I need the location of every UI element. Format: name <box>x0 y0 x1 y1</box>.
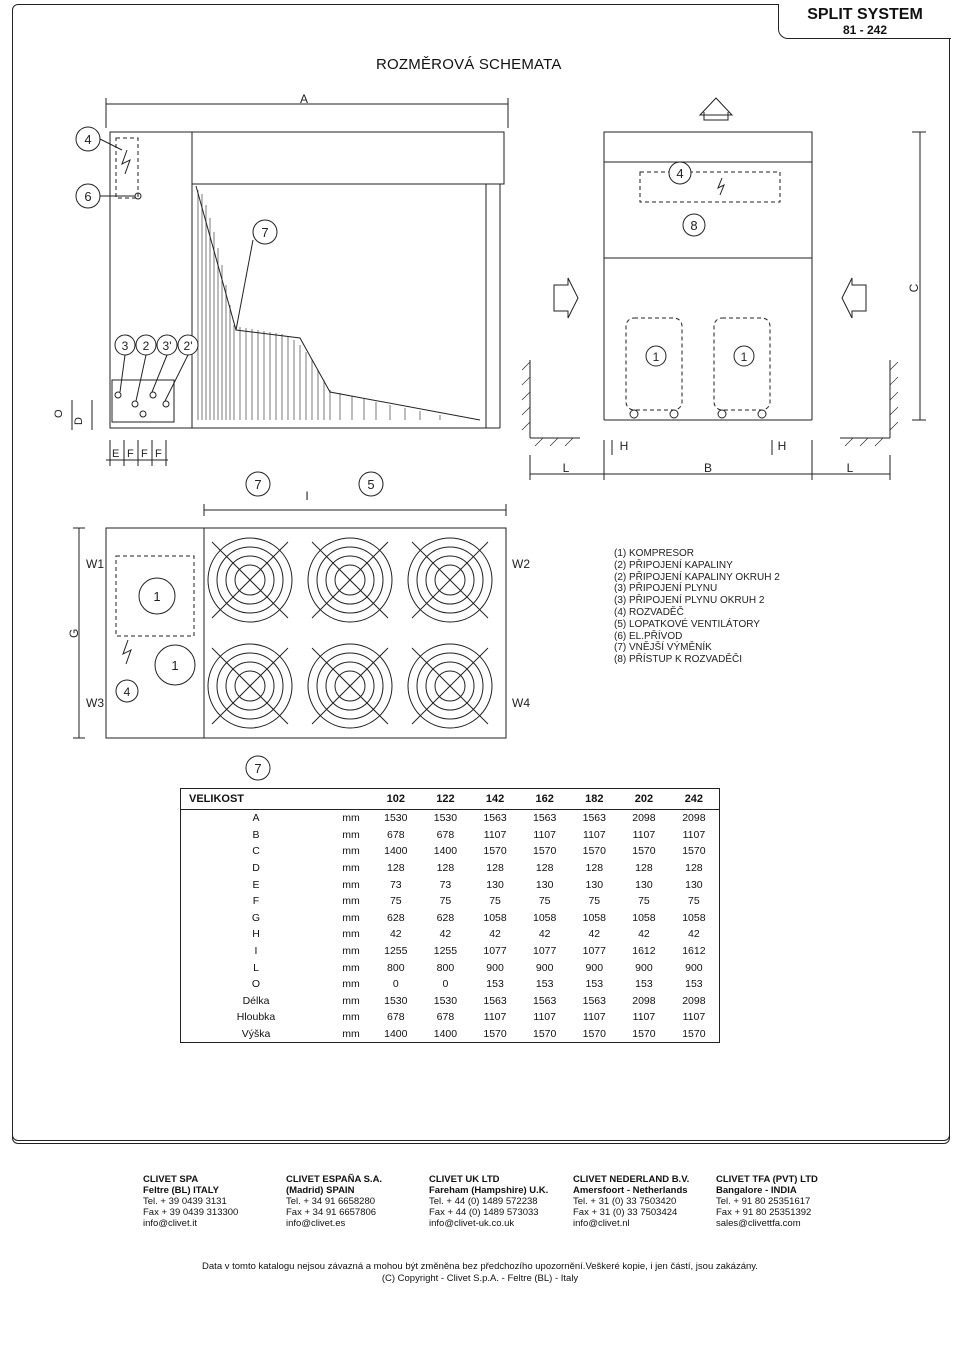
table-cell: 153 <box>486 978 504 991</box>
table-row <box>181 1009 720 1026</box>
series-title: SPLIT SYSTEM <box>807 6 923 23</box>
table-cell: 2098 <box>632 812 656 825</box>
table-cell: 73 <box>389 878 402 891</box>
table-cell: 1563 <box>533 812 557 825</box>
table-cell: 75 <box>439 895 452 908</box>
table-cell: 75 <box>389 895 402 908</box>
table-cell: 1570 <box>483 1028 507 1041</box>
table-cell: 128 <box>685 862 703 875</box>
table-cell: 75 <box>688 895 700 908</box>
legend-item: (3) PŘIPOJENÍ PLYNU OKRUH 2 <box>614 595 765 607</box>
table-cell: 73 <box>439 878 452 891</box>
row-unit: mm <box>342 812 360 825</box>
callout-8: 8 <box>690 218 698 233</box>
table-cell: 628 <box>436 911 455 924</box>
contact-company: CLIVET TFA (PVT) LTD <box>716 1174 818 1185</box>
contact-email[interactable]: info@clivet.it <box>143 1218 197 1229</box>
dim-label-i: I <box>305 489 309 503</box>
table-cell: 130 <box>486 878 504 891</box>
contact-fax: Fax + 39 0439 313300 <box>143 1207 239 1218</box>
row-unit: mm <box>342 961 360 974</box>
dim-label-w3: W3 <box>86 696 104 710</box>
row-unit: mm <box>342 994 360 1007</box>
table-cell: 1107 <box>483 828 507 841</box>
row-label: L <box>253 961 259 974</box>
contact-uk <box>429 1174 569 1229</box>
dim-label-w4: W4 <box>512 696 530 710</box>
legend-item: (7) VNĚJŠÍ VÝMĚNÍK <box>614 642 712 654</box>
table-cell: 75 <box>638 895 650 908</box>
dim-label-w1: W1 <box>86 557 104 571</box>
table-cell: 628 <box>387 911 405 924</box>
table-header-size: 162 <box>520 789 570 810</box>
table-cell: 130 <box>685 878 703 891</box>
table-cell: 1570 <box>533 1028 557 1041</box>
contact-netherlands <box>573 1174 713 1229</box>
table-cell: 900 <box>535 961 554 974</box>
table-cell: 1400 <box>433 1028 458 1041</box>
contact-tel: Tel. + 91 80 25351617 <box>716 1196 811 1207</box>
row-label: B <box>252 828 260 841</box>
row-label: Délka <box>242 994 270 1007</box>
table-body <box>181 810 720 1043</box>
table-cell: 153 <box>685 978 703 991</box>
table-cell: 75 <box>538 895 551 908</box>
table-cell: 153 <box>535 978 554 991</box>
contact-india <box>716 1174 856 1229</box>
callout-6: 6 <box>84 189 92 204</box>
table-cell: 800 <box>387 961 405 974</box>
callout-1-top-a: 1 <box>153 589 161 604</box>
table-row <box>181 993 720 1010</box>
table-cell: 1107 <box>632 828 656 841</box>
row-label: O <box>251 978 261 991</box>
table-cell: 130 <box>635 878 653 891</box>
callout-3p: 3' <box>162 339 172 353</box>
dim-label-e: E <box>112 448 120 460</box>
table-cell: 1612 <box>632 945 656 958</box>
contact-city: Fareham (Hampshire) U.K. <box>429 1185 549 1196</box>
table-cell: 42 <box>688 928 700 941</box>
table-cell: 42 <box>389 928 402 941</box>
table-cell: 1058 <box>483 911 507 924</box>
table-cell: 900 <box>635 961 653 974</box>
table-cell: 128 <box>387 862 405 875</box>
dim-label-f2: F <box>141 448 148 460</box>
table-cell: 75 <box>588 895 601 908</box>
table-row <box>181 910 720 927</box>
table-header-row <box>181 789 720 810</box>
contact-tel: Tel. + 39 0439 3131 <box>143 1196 227 1207</box>
table-cell: 1530 <box>384 994 408 1007</box>
contact-tel: Tel. + 31 (0) 33 7503420 <box>573 1196 677 1207</box>
dim-label-g: G <box>67 628 81 638</box>
row-label: C <box>252 845 260 858</box>
dim-label-f1: F <box>127 448 134 460</box>
table-cell: 1400 <box>384 845 408 858</box>
callout-4-front: 4 <box>676 166 684 181</box>
table-cell: 1077 <box>483 945 507 958</box>
row-unit: mm <box>342 828 360 841</box>
table-row <box>181 976 720 993</box>
table-cell: 1563 <box>483 994 507 1007</box>
table-cell: 1077 <box>533 945 557 958</box>
table-cell: 1570 <box>682 845 706 858</box>
contact-city: (Madrid) SPAIN <box>286 1185 355 1196</box>
table-cell: 42 <box>588 928 601 941</box>
table-header-size: 142 <box>470 789 520 810</box>
table-cell: 1570 <box>582 1028 606 1041</box>
table-cell: 153 <box>635 978 653 991</box>
dim-label-b: B <box>703 461 713 475</box>
table-cell: 2098 <box>682 994 706 1007</box>
table-cell: 1570 <box>582 845 606 858</box>
table-row <box>181 926 720 943</box>
dim-label-h2: H <box>777 439 787 453</box>
table-cell: 130 <box>535 878 554 891</box>
row-label: E <box>252 878 260 891</box>
table-cell: 800 <box>436 961 455 974</box>
table-cell: 900 <box>486 961 504 974</box>
table-cell: 42 <box>638 928 650 941</box>
row-unit: mm <box>342 1028 360 1041</box>
table-cell: 1107 <box>533 828 556 841</box>
table-header-size: 102 <box>371 789 421 810</box>
table-cell: 1255 <box>433 945 458 958</box>
table-cell: 128 <box>436 862 455 875</box>
table-row <box>181 860 720 877</box>
legend-item: (5) LOPATKOVÉ VENTILÁTORY <box>614 618 760 630</box>
side-view-drawing <box>53 92 508 466</box>
table-cell: 1107 <box>583 1011 606 1024</box>
row-label: Hloubka <box>236 1011 276 1024</box>
dim-label-w2: W2 <box>512 557 530 571</box>
contact-company: CLIVET ESPAÑA S.A. <box>286 1174 383 1185</box>
table-cell: 42 <box>439 928 452 941</box>
contact-fax: Fax + 91 80 25351392 <box>716 1207 812 1218</box>
contact-tel: Tel. + 34 91 6658280 <box>286 1196 376 1207</box>
disclaimer <box>0 1261 960 1285</box>
table-cell: 128 <box>486 862 504 875</box>
row-label: I <box>254 945 258 958</box>
contact-company: CLIVET NEDERLAND B.V. <box>573 1174 690 1185</box>
row-label: A <box>252 812 260 825</box>
dim-label-o: O <box>53 409 65 418</box>
contact-email[interactable]: info@clivet.nl <box>573 1218 630 1229</box>
row-unit: mm <box>342 911 360 924</box>
table-cell: 1058 <box>533 911 557 924</box>
table-row <box>181 959 720 976</box>
callout-2p: 2' <box>183 339 193 353</box>
table-cell: 1107 <box>583 828 606 841</box>
table-cell: 1570 <box>682 1028 706 1041</box>
table-cell: 0 <box>392 978 399 991</box>
page-frame-bottom <box>12 1120 950 1141</box>
table-cell: 1107 <box>533 1011 556 1024</box>
fan-grid <box>208 538 492 728</box>
table-cell: 42 <box>489 928 501 941</box>
table-row <box>181 843 720 860</box>
row-label: G <box>251 911 261 924</box>
dim-label-l2: L <box>846 461 854 475</box>
dim-label-a: A <box>300 92 309 106</box>
contact-email[interactable]: info@clivet-uk.co.uk <box>429 1218 515 1229</box>
contact-fax: Fax + 44 (0) 1489 573033 <box>429 1207 539 1218</box>
table-cell: 1612 <box>682 945 706 958</box>
callout-5: 5 <box>367 477 375 492</box>
row-unit: mm <box>342 945 360 958</box>
table-row <box>181 810 720 827</box>
table-cell: 900 <box>685 961 703 974</box>
row-unit: mm <box>342 1011 360 1024</box>
callout-1-a: 1 <box>652 350 660 364</box>
table-header-size: 242 <box>669 789 720 810</box>
table-cell: 1077 <box>582 945 606 958</box>
table-cell: 1400 <box>433 845 458 858</box>
contact-company: CLIVET UK LTD <box>429 1174 500 1185</box>
row-unit: mm <box>342 845 360 858</box>
table-cell: 1563 <box>533 994 557 1007</box>
table-cell: 1570 <box>533 845 557 858</box>
legend-item: (2) PŘIPOJENÍ KAPALINY <box>614 559 733 571</box>
table-header-size: 122 <box>421 789 471 810</box>
callout-7-bottom: 7 <box>254 761 262 776</box>
table-cell: 2098 <box>632 994 656 1007</box>
table-cell: 153 <box>585 978 604 991</box>
row-unit: mm <box>342 895 360 908</box>
table-cell: 128 <box>635 862 653 875</box>
callout-4-side: 4 <box>84 132 92 147</box>
table-cell: 678 <box>387 1011 405 1024</box>
front-view-drawing <box>522 98 926 480</box>
table-cell: 128 <box>585 862 604 875</box>
row-label: H <box>252 928 260 941</box>
table-cell: 130 <box>585 878 604 891</box>
contact-fax: Fax + 31 (0) 33 7503424 <box>573 1207 678 1218</box>
dim-label-l1: L <box>562 461 570 475</box>
table-cell: 900 <box>585 961 604 974</box>
legend-item: (6) EL.PŘÍVOD <box>614 630 683 642</box>
table-cell: 1530 <box>433 994 458 1007</box>
disclaimer-text: Data v tomto katalogu nejsou závazná a mohou být změněna bez předchozího upozornění.Veškeré kopie, i jen částí, jsou zakázány. <box>202 1261 758 1272</box>
table-header-size: 202 <box>619 789 669 810</box>
row-unit: mm <box>342 862 360 875</box>
callout-1-top-b: 1 <box>171 658 179 673</box>
table-cell: 1530 <box>384 812 408 825</box>
series-range: 81 - 242 <box>842 23 888 37</box>
dim-label-f3: F <box>155 448 162 460</box>
table-cell: 1570 <box>632 845 656 858</box>
table-cell: 1107 <box>632 1011 656 1024</box>
legend-item: (8) PŘÍSTUP K ROZVADĚČI <box>614 654 742 666</box>
callout-7-side: 7 <box>261 225 269 240</box>
legend-item: (4) ROZVADĚČ <box>614 606 684 618</box>
contact-city: Feltre (BL) ITALY <box>143 1185 220 1196</box>
contact-city: Bangalore - INDIA <box>716 1185 797 1196</box>
table-cell: 1107 <box>682 1011 706 1024</box>
callout-3: 3 <box>121 339 129 353</box>
contact-fax: Fax + 34 91 6657806 <box>286 1207 377 1218</box>
row-unit: mm <box>342 878 360 891</box>
table-header-label: VELIKOST <box>181 789 332 810</box>
dimensions-table <box>180 788 720 1043</box>
table-cell: 1255 <box>384 945 408 958</box>
table-cell: 678 <box>436 1011 455 1024</box>
legend-item: (1) KOMPRESOR <box>614 548 695 559</box>
table-cell: 42 <box>538 928 551 941</box>
table-cell: 1563 <box>582 994 606 1007</box>
table-cell: 0 <box>442 978 449 991</box>
table-cell: 1107 <box>483 1011 507 1024</box>
table-cell: 1058 <box>632 911 656 924</box>
contact-italy <box>143 1174 283 1229</box>
table-cell: 1058 <box>582 911 606 924</box>
table-cell: 2098 <box>682 812 706 825</box>
table-row <box>181 893 720 910</box>
table-cell: 75 <box>489 895 501 908</box>
dim-label-d: D <box>73 417 85 425</box>
row-unit: mm <box>342 978 360 991</box>
table-cell: 1570 <box>483 845 507 858</box>
table-cell: 678 <box>436 828 455 841</box>
table-cell: 1058 <box>682 911 706 924</box>
legend <box>614 548 780 666</box>
table-cell: 1563 <box>582 812 606 825</box>
legend-item: (2) PŘIPOJENÍ KAPALINY OKRUH 2 <box>614 571 780 583</box>
table-cell: 128 <box>535 862 554 875</box>
copyright-text: (C) Copyright - Clivet S.p.A. - Feltre (BL) - Italy <box>381 1273 579 1284</box>
row-label: F <box>252 895 260 908</box>
callout-7-top: 7 <box>254 477 262 492</box>
contact-spain <box>286 1174 426 1229</box>
table-row <box>181 827 720 844</box>
table-cell: 1570 <box>632 1028 656 1041</box>
legend-item: (3) PŘIPOJENÍ PLYNU <box>614 583 718 595</box>
table-cell: 1400 <box>384 1028 408 1041</box>
table-row <box>181 943 720 960</box>
contact-tel: Tel. + 44 (0) 1489 572238 <box>429 1196 538 1207</box>
table-header-unit <box>331 789 371 810</box>
contact-company: CLIVET SPA <box>143 1174 199 1185</box>
table-row <box>181 1026 720 1043</box>
contact-email[interactable]: sales@clivettfa.com <box>716 1218 801 1229</box>
table-cell: 678 <box>387 828 405 841</box>
row-label: D <box>252 862 260 875</box>
table-row <box>181 876 720 893</box>
dim-label-c: C <box>907 283 921 293</box>
table-cell: 1530 <box>433 812 458 825</box>
contact-city: Amersfoort - Netherlands <box>573 1185 688 1196</box>
table-header-size: 182 <box>570 789 620 810</box>
dim-label-h1: H <box>619 439 629 453</box>
callout-2: 2 <box>142 339 150 353</box>
row-label: Výška <box>241 1028 271 1041</box>
callout-4-top: 4 <box>123 685 131 699</box>
table-cell: 1563 <box>483 812 507 825</box>
callout-1-b: 1 <box>740 350 748 364</box>
table-cell: 1107 <box>682 828 706 841</box>
top-view-drawing <box>67 472 530 780</box>
contact-email[interactable]: info@clivet.es <box>286 1218 346 1229</box>
row-unit: mm <box>342 928 360 941</box>
page-title: ROZMĚROVÁ SCHEMATA <box>376 56 562 73</box>
